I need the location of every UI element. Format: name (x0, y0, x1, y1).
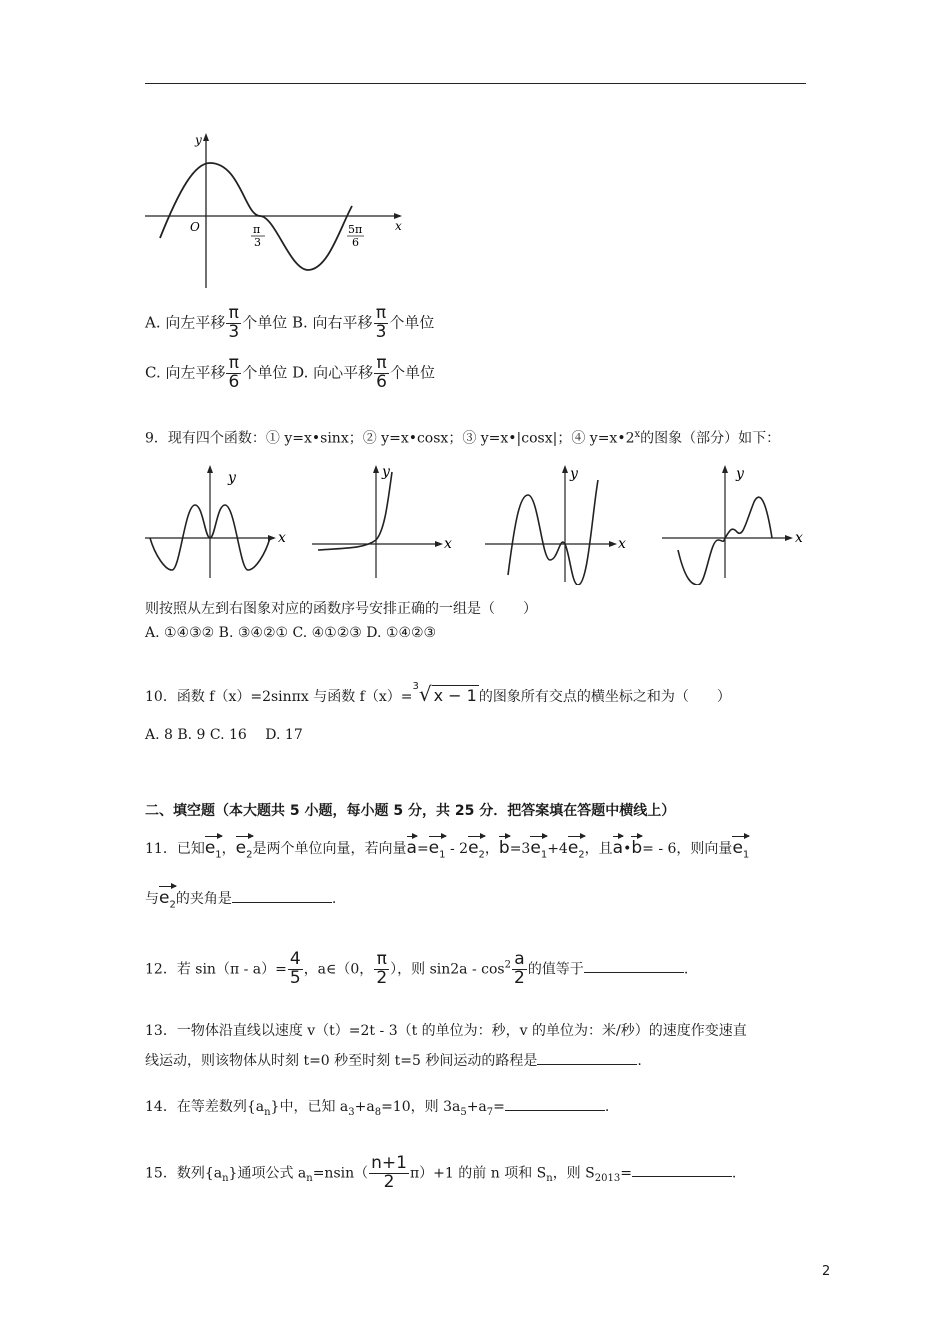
vector-a: a (613, 834, 623, 857)
q9-graph2-x: x (444, 536, 452, 552)
sine-graph-q8 (140, 128, 410, 293)
q11-line-1: 11．已知$e_1$，$e_2$是两个单位向量，若向量$a=e_1 - 2e_2$，$b=3e_1+4e_2$，且a•b= - 6，则向量$e_1$ (145, 834, 749, 860)
q15: 15．数列$\{a_n\}$通项公式 $a_n=nsin$（ $\frac{n+1}{2}$ π）+1 的前 n 项和 $S_n$，则 $S_{2013}=$ . (145, 1153, 737, 1192)
graph8-tick2-num: 5π (348, 223, 363, 236)
graph8-tick1-num: π (253, 223, 261, 236)
graph8-tick2-den: 6 (352, 236, 359, 249)
answer-blank[interactable] (584, 971, 684, 973)
vector-e2: $e_2$ (468, 834, 485, 860)
answer-blank[interactable] (232, 901, 332, 903)
answer-blank[interactable] (505, 1109, 605, 1111)
q9-graphs (140, 460, 820, 585)
fraction: $\frac{\pi}{6}$ (228, 353, 240, 392)
vector-a: a (407, 834, 417, 857)
fraction: $\frac{4}{5}$ (289, 949, 301, 988)
graph8-tick1-den: 3 (254, 236, 261, 249)
answer-blank[interactable] (632, 1175, 732, 1177)
vector-e1: $e_1$ (530, 834, 547, 860)
graph8-origin: O (190, 220, 200, 234)
q9-graph3-x: x (618, 536, 626, 552)
q13-line-2: 线运动，则该物体从时刻 t=0 秒至时刻 t=5 秒间运动的路程是 . (145, 1053, 642, 1069)
answer-blank[interactable] (537, 1063, 637, 1065)
q9-graph1-y: y (228, 470, 236, 486)
vector-b: b (631, 834, 642, 857)
q9-graph3-y: y (570, 466, 578, 482)
fraction: $\frac{a}{2}$ (513, 949, 525, 988)
option-d: D. 向心平移 (292, 363, 374, 382)
q9-stem: 9．现有四个函数：① y=x•sinx；② y=x•cosx；③ y=x•|cosx|；④ $y=x•2^x$的图象（部分）如下： (145, 429, 781, 447)
vector-b: b (499, 834, 510, 857)
q10-stem: 10．函数 f（x）=2sinπx 与函数 f（x）=$^3$√ x − 1 的图象所有交点的横坐标之和为（ ） (145, 680, 731, 706)
vector-e2: $e_2$ (236, 834, 253, 860)
fraction: $\frac{n+1}{2}$ (371, 1153, 407, 1192)
option-a: A. 向左平移 (145, 313, 226, 332)
graph8-y-label: y (195, 133, 202, 147)
fraction: $\frac{\pi}{3}$ (228, 303, 240, 342)
q9-graph4-x: x (795, 530, 803, 546)
page-number: 2 (822, 1264, 831, 1279)
q9-graph1-x: x (278, 530, 286, 546)
fraction: $\frac{\pi}{6}$ (376, 353, 387, 392)
q9-question: 则按照从左到右图象对应的函数序号安排正确的一组是（ ） (145, 601, 537, 617)
q13-line-1: 13．一物体沿直线以速度 v（t）=2t - 3（t 的单位为：秒，v 的单位为：米/秒）的速度作变速直 (145, 1023, 747, 1039)
q10-options: A. 8 B. 9 C. 16 D. 17 (145, 727, 303, 743)
vector-e2: $e_2$ (568, 834, 585, 860)
q12: 12．若 sin（π - a）= $\frac{4}{5}$ ，a∈（0， $\frac{\pi}{2}$ ），则 $\sin 2a - \cos^2$ $\frac{a}{2}$ 的值等于 . (145, 949, 689, 988)
q11-line-2: 与$e_2$的夹角是 . (145, 884, 336, 910)
vector-e2: $e_2$ (159, 884, 176, 910)
q14: 14．在等差数列$\{a_n\}$中，已知 $a_3+a_8=10$，则 $3a_5+a_7=$ . (145, 1099, 610, 1118)
cube-root: $^3$√ x − 1 (412, 680, 477, 706)
q9-options: A. ①④③② B. ③④②① C. ④①②③ D. ①④②③ (145, 625, 437, 641)
q8-options-row-2: C. 向左平移 $\frac{\pi}{6}$ 个单位 D. 向心平移 $\frac{\pi}{6}$ 个单位 (145, 353, 435, 392)
header-rule (145, 83, 806, 84)
fraction: $\frac{\pi}{3}$ (375, 303, 387, 342)
graph8-x-label: x (395, 219, 402, 233)
q8-options-row-1: A. 向左平移 $\frac{\pi}{3}$ 个单位 B. 向右平移 $\frac{\pi}{3}$ 个单位 (145, 303, 435, 342)
vector-e1: $e_1$ (205, 834, 222, 860)
fraction: $\frac{\pi}{2}$ (376, 949, 388, 988)
section-heading: 二、填空题（本大题共 5 小题，每小题 5 分，共 25 分．把答案填在答题中横线上） (145, 803, 676, 819)
option-c: C. 向左平移 (145, 363, 226, 382)
option-b: B. 向右平移 (292, 313, 373, 332)
vector-e1: $e_1$ (429, 834, 446, 860)
vector-e1: $e_1$ (732, 834, 749, 860)
q9-graph2-y: y (382, 464, 390, 480)
q9-graph4-y: y (736, 466, 744, 482)
